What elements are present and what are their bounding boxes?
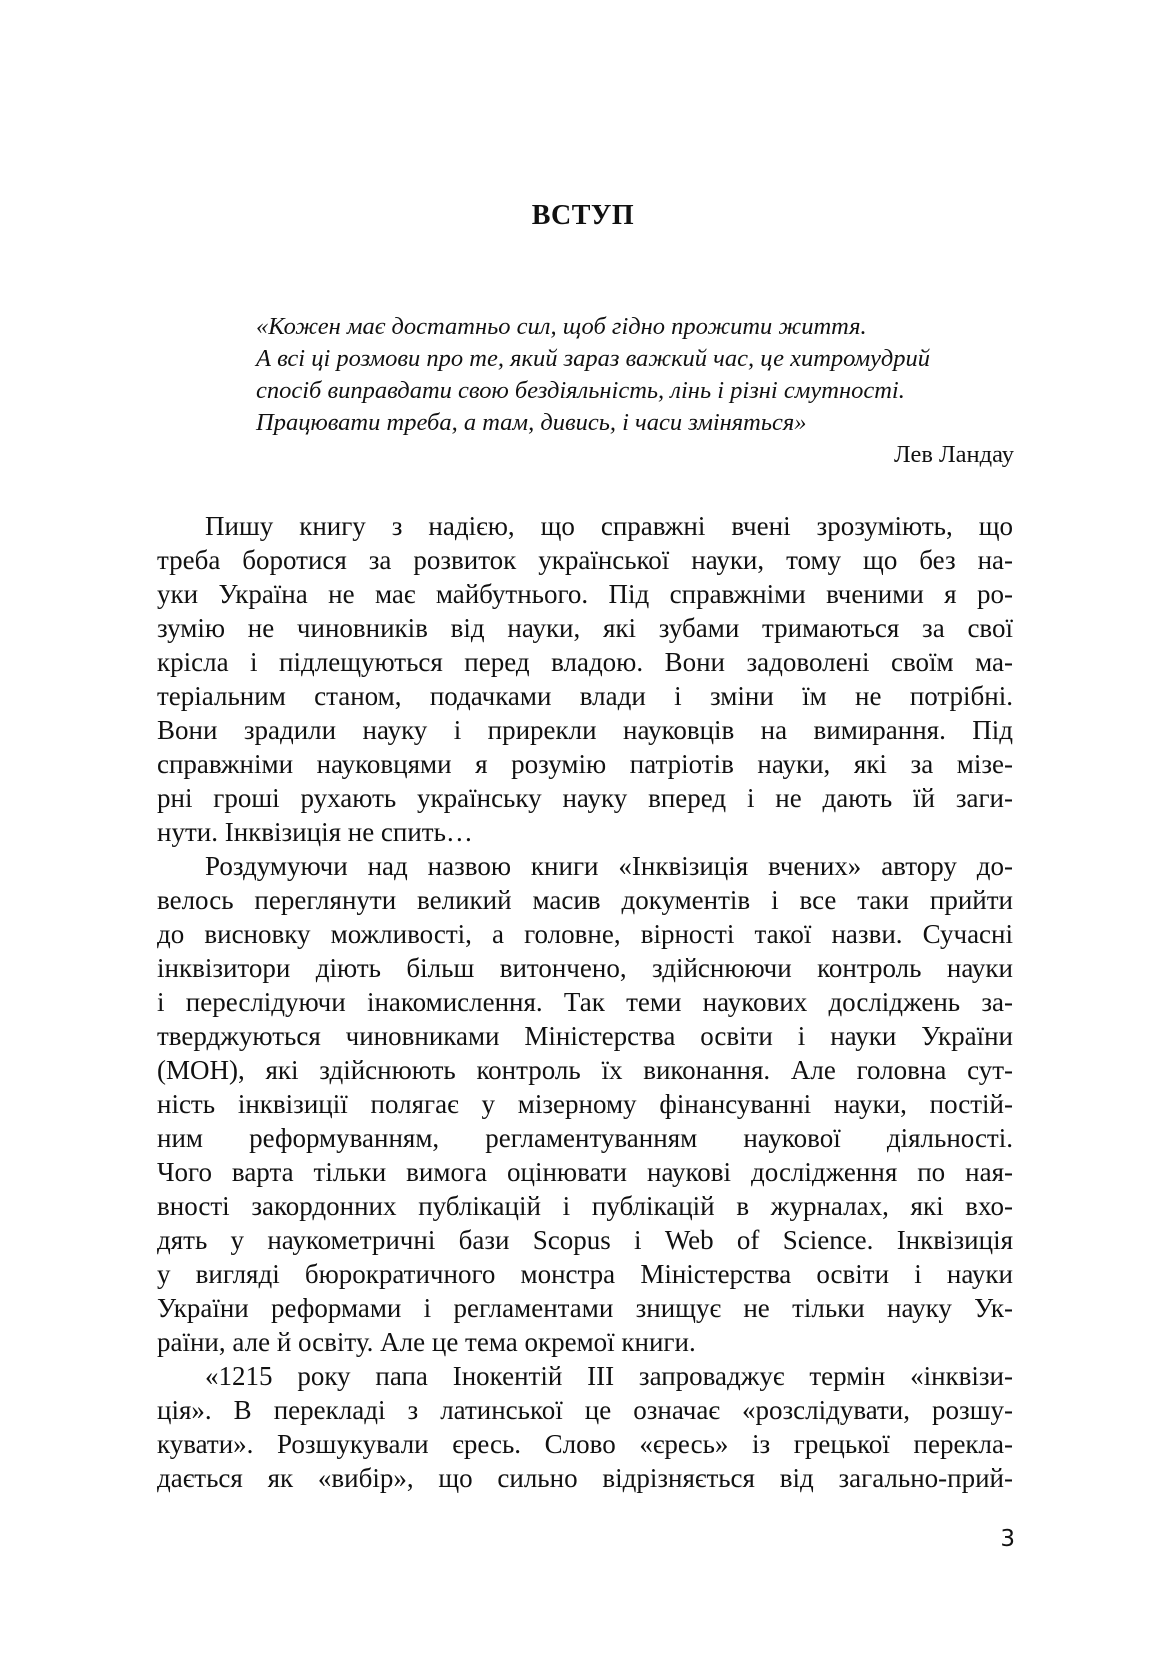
body-text	[157, 509, 1013, 1495]
text-line: крісла і підлещуються перед владою. Вони задоволені своїм ма-	[157, 647, 1013, 677]
text-line: рні гроші рухають українську науку вперед і не дають їй заги-	[157, 783, 1013, 813]
text-line: «1215 року папа Інокентій III запроваджує термін «інквізи-	[205, 1361, 1013, 1391]
text-line: у вигляді бюрократичного монстра Міністерства освіти і науки	[157, 1259, 1013, 1289]
text-line: вності закордонних публікацій і публікацій в журналах, які вхо-	[157, 1191, 1013, 1221]
epigraph-line: А всі ці розмови про те, який зараз важкий час, це хитромудрий	[256, 345, 931, 372]
text-line: велось переглянути великий масив документів і все таки прийти	[157, 885, 1013, 915]
text-line: дять у наукометричні бази Scopus і Web of Science. Інквізиція	[157, 1225, 1013, 1255]
text-line: тверджуються чиновниками Міністерства освіти і науки України	[157, 1021, 1013, 1051]
text-line: нути. Інквізиція не спить…	[157, 817, 473, 847]
text-line: справжніми науковцями я розумію патріотів науки, які за мізе-	[157, 749, 1013, 779]
epigraph-line: Працювати треба, а там, дивись, і часи зміняться»	[256, 409, 807, 436]
text-line: (МОН), які здійснюють контроль їх виконання. Але головна сут-	[157, 1055, 1013, 1085]
text-line: ність інквізиції полягає у мізерному фінансуванні науки, постій-	[157, 1089, 1013, 1119]
text-line: теріальним станом, подачками влади і зміни їм не потрібні.	[157, 681, 1013, 711]
epigraph-line: спосіб виправдати свою бездіяльність, лінь і різні смутності.	[256, 377, 905, 404]
epigraph-line: «Кожен має достатньо сил, щоб гідно прожити життя.	[256, 313, 867, 340]
text-line: до висновку можливості, а головне, вірності такої назви. Сучасні	[157, 919, 1013, 949]
text-line: ція». В перекладі з латинської це означає «розслідувати, розшу-	[157, 1395, 1013, 1425]
text-line: інквізитори діють більш витончено, здійснюючи контроль науки	[157, 953, 1013, 983]
epigraph	[256, 311, 1014, 471]
paragraph-1	[157, 509, 1013, 849]
text-line: дається як «вибір», що сильно відрізняється від загально-прий-	[157, 1463, 1013, 1493]
page-number: 3	[1000, 1526, 1015, 1552]
text-line: Пишу книгу з надією, що справжні вчені зрозуміють, що	[205, 511, 1013, 541]
text-line: кувати». Розшукували єресь. Слово «єресь» із грецької перекла-	[157, 1429, 1013, 1459]
page-title: ВСТУП	[531, 200, 635, 231]
text-line: уки Україна не має майбутнього. Під справжніми вченими я ро-	[157, 579, 1013, 609]
text-line: Чого варта тільки вимога оцінювати наукові дослідження по ная-	[157, 1157, 1013, 1187]
text-line: Роздумуючи над назвою книги «Інквізиція вчених» автору до-	[205, 851, 1013, 881]
epigraph-author: Лев Ландау	[894, 441, 1014, 468]
text-line: раїни, але й освіту. Але це тема окремої книги.	[157, 1327, 696, 1357]
text-line: ним реформуванням, регламентуванням наукової діяльності.	[157, 1123, 1013, 1153]
paragraph-2	[157, 849, 1013, 1359]
text-line: треба боротися за розвиток української науки, тому що без на-	[157, 545, 1013, 575]
text-line: Вони зрадили науку і прирекли науковців на вимирання. Під	[157, 715, 1013, 745]
paragraph-3	[157, 1359, 1013, 1495]
text-line: зумію не чиновників від науки, які зубами тримаються за свої	[157, 613, 1013, 643]
text-line: України реформами і регламентами знищує не тільки науку Ук-	[157, 1293, 1013, 1323]
text-line: і переслідуючи інакомислення. Так теми наукових досліджень за-	[157, 987, 1013, 1017]
